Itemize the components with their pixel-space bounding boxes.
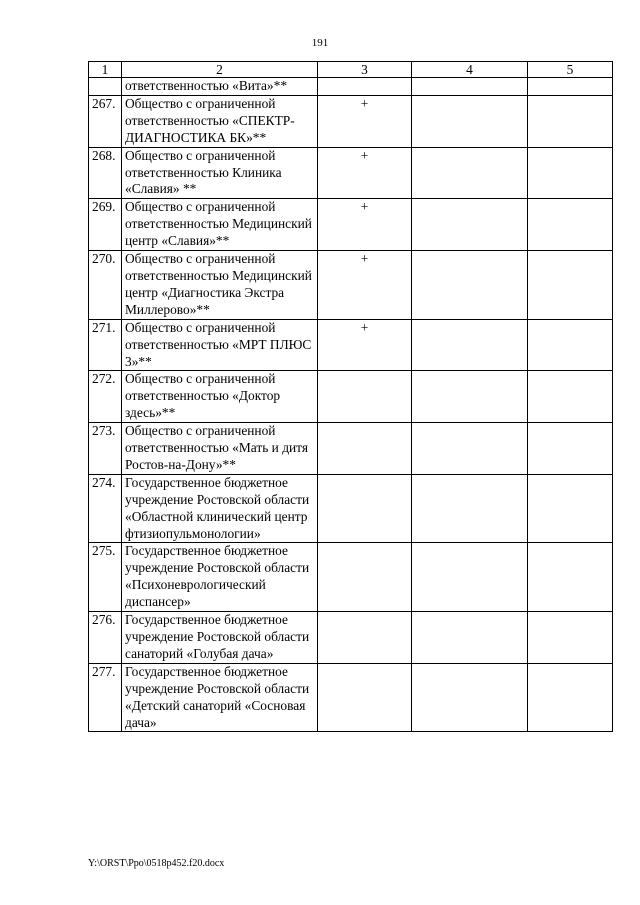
col4-cell bbox=[412, 95, 528, 147]
table-row bbox=[89, 251, 613, 320]
col4-cell bbox=[412, 371, 528, 423]
col4-cell bbox=[412, 612, 528, 664]
col5-cell bbox=[528, 663, 613, 732]
continuation-row bbox=[89, 78, 613, 96]
col5-cell bbox=[528, 474, 613, 543]
row-number: 277. bbox=[89, 663, 122, 732]
header-row bbox=[89, 62, 613, 78]
col3-mark: + bbox=[318, 251, 412, 320]
table-row bbox=[89, 423, 613, 475]
organization-name: Общество с ограниченной ответственностью «Мать и дитя Ростов-на-Дону»** bbox=[122, 423, 318, 475]
row-number: 268. bbox=[89, 147, 122, 199]
organization-name: Общество с ограниченной ответственностью Медицинский центр «Славия»** bbox=[122, 199, 318, 251]
organization-name: Государственное бюджетное учреждение Ростовской области «Детский санаторий «Сосновая дача» bbox=[122, 663, 318, 732]
col4-cell bbox=[412, 423, 528, 475]
organization-name: Государственное бюджетное учреждение Ростовской области санаторий «Голубая дача» bbox=[122, 612, 318, 664]
page-number: 191 bbox=[311, 37, 329, 49]
header-col-4: 4 bbox=[412, 62, 528, 78]
col3-mark: + bbox=[318, 319, 412, 371]
continuation-col4 bbox=[412, 78, 528, 96]
organization-name: Государственное бюджетное учреждение Ростовской области «Областной клинический центр фтизиопульмонологии» bbox=[122, 474, 318, 543]
row-number: 269. bbox=[89, 199, 122, 251]
table-row bbox=[89, 95, 613, 147]
table-row bbox=[89, 147, 613, 199]
col5-cell bbox=[528, 371, 613, 423]
row-number: 271. bbox=[89, 319, 122, 371]
row-number: 275. bbox=[89, 543, 122, 612]
table-row bbox=[89, 319, 613, 371]
col4-cell bbox=[412, 319, 528, 371]
continuation-num bbox=[89, 78, 122, 96]
table-row bbox=[89, 199, 613, 251]
continuation-name: ответственностью «Вита»** bbox=[122, 78, 318, 96]
col3-mark bbox=[318, 543, 412, 612]
col5-cell bbox=[528, 95, 613, 147]
col3-mark: + bbox=[318, 95, 412, 147]
organization-name: Государственное бюджетное учреждение Ростовской области «Психоневрологический диспансер» bbox=[122, 543, 318, 612]
row-number: 270. bbox=[89, 251, 122, 320]
col4-cell bbox=[412, 663, 528, 732]
col3-mark bbox=[318, 474, 412, 543]
header-col-5: 5 bbox=[528, 62, 613, 78]
row-number: 276. bbox=[89, 612, 122, 664]
table-row bbox=[89, 474, 613, 543]
table-row bbox=[89, 663, 613, 732]
col3-mark: + bbox=[318, 147, 412, 199]
col4-cell bbox=[412, 474, 528, 543]
table-row bbox=[89, 543, 613, 612]
col3-mark bbox=[318, 663, 412, 732]
table-row bbox=[89, 371, 613, 423]
continuation-col3 bbox=[318, 78, 412, 96]
col5-cell bbox=[528, 251, 613, 320]
col4-cell bbox=[412, 199, 528, 251]
col5-cell bbox=[528, 612, 613, 664]
organizations-table bbox=[88, 61, 613, 732]
col5-cell bbox=[528, 199, 613, 251]
organization-name: Общество с ограниченной ответственностью «МРТ ПЛЮС 3»** bbox=[122, 319, 318, 371]
table-row bbox=[89, 612, 613, 664]
col3-mark bbox=[318, 371, 412, 423]
organization-name: Общество с ограниченной ответственностью «Доктор здесь»** bbox=[122, 371, 318, 423]
row-number: 267. bbox=[89, 95, 122, 147]
organization-name: Общество с ограниченной ответственностью Медицинский центр «Диагностика Экстра Миллерово»** bbox=[122, 251, 318, 320]
header-col-1: 1 bbox=[89, 62, 122, 78]
col5-cell bbox=[528, 423, 613, 475]
col4-cell bbox=[412, 543, 528, 612]
col4-cell bbox=[412, 147, 528, 199]
row-number: 273. bbox=[89, 423, 122, 475]
col3-mark bbox=[318, 612, 412, 664]
col5-cell bbox=[528, 319, 613, 371]
col4-cell bbox=[412, 251, 528, 320]
header-col-3: 3 bbox=[318, 62, 412, 78]
header-col-2: 2 bbox=[122, 62, 318, 78]
col3-mark: + bbox=[318, 199, 412, 251]
col3-mark bbox=[318, 423, 412, 475]
file-path-footer: Y:\ORST\Ppo\0518p452.f20.docx bbox=[88, 858, 225, 869]
row-number: 272. bbox=[89, 371, 122, 423]
col5-cell bbox=[528, 147, 613, 199]
row-number: 274. bbox=[89, 474, 122, 543]
col5-cell bbox=[528, 543, 613, 612]
organization-name: Общество с ограниченной ответственностью Клиника «Славия» ** bbox=[122, 147, 318, 199]
continuation-col5 bbox=[528, 78, 613, 96]
organization-name: Общество с ограниченной ответственностью «СПЕКТР-ДИАГНОСТИКА БК»** bbox=[122, 95, 318, 147]
